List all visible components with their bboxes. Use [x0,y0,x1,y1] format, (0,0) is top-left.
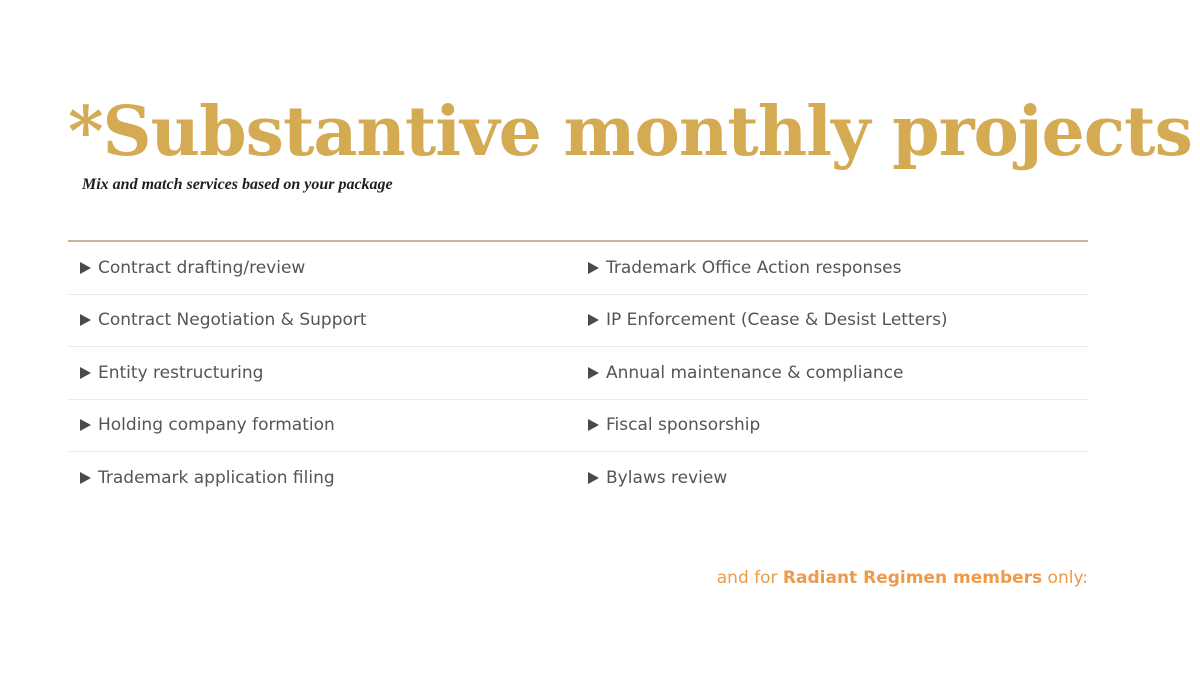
service-label: Contract drafting/review [98,257,306,278]
service-label: Annual maintenance & compliance [606,362,904,383]
service-item [68,242,578,295]
service-item [578,295,1088,348]
service-item [578,400,1088,453]
page-title: *Substantive monthly projects [68,92,1192,172]
members-note-suffix: only: [1042,568,1088,588]
triangle-bullet-icon [80,367,91,379]
services-grid [68,242,1088,505]
service-label: IP Enforcement (Cease & Desist Letters) [606,310,948,331]
service-item [68,295,578,348]
triangle-bullet-icon [80,419,91,431]
service-label: Entity restructuring [98,362,264,383]
service-item [68,400,578,453]
service-label: Fiscal sponsorship [606,415,761,436]
service-label: Bylaws review [606,468,728,489]
service-label: Contract Negotiation & Support [98,310,367,331]
service-item [578,242,1088,295]
service-item [578,347,1088,400]
service-item [68,347,578,400]
members-note-prefix: and for [716,568,783,588]
service-label: Trademark application filing [98,468,335,489]
service-label: Trademark Office Action responses [606,257,902,278]
triangle-bullet-icon [80,314,91,326]
triangle-bullet-icon [588,262,599,274]
page-subtitle: Mix and match services based on your package [82,176,393,193]
members-program-name: Radiant Regimen members [782,568,1043,588]
members-note [717,566,1088,590]
triangle-bullet-icon [588,472,599,484]
service-item [578,452,1088,505]
triangle-bullet-icon [80,262,91,274]
service-label: Holding company formation [98,415,335,436]
triangle-bullet-icon [588,314,599,326]
triangle-bullet-icon [588,419,599,431]
triangle-bullet-icon [80,472,91,484]
triangle-bullet-icon [588,367,599,379]
service-item [68,452,578,505]
